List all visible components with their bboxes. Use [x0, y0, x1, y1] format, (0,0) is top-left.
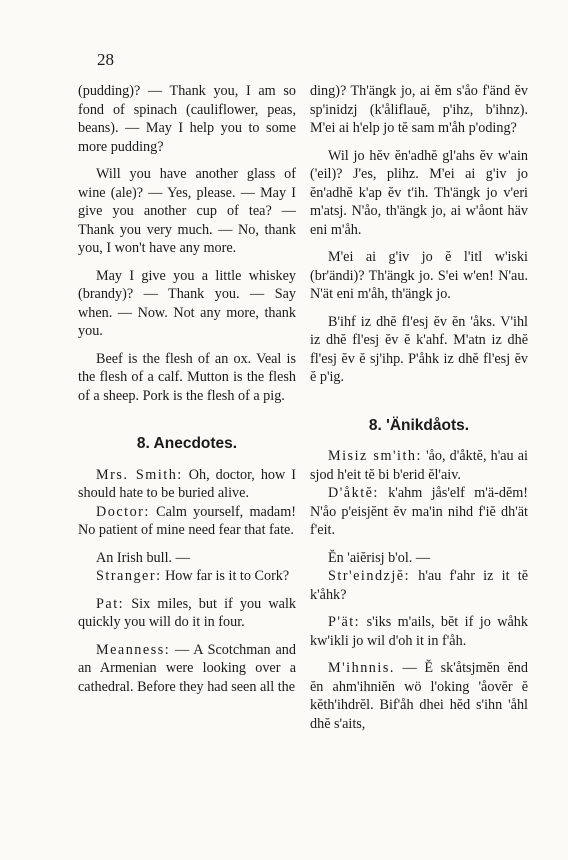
speaker-label: Pat:	[96, 595, 125, 612]
paragraph: Will you have another glass of wine (ale)? — Yes, please. — May I give you another cup of tea? — Thank you very much. — No, thank you, I won't have any more.	[78, 166, 296, 256]
anecdote-line	[310, 447, 528, 484]
paragraph: B'ihf iz dhĕ fl'esj ĕv ĕn 'åks. V'ihl iz dhĕ fl'esj ĕv ĕ k'ahf. M'atn iz dhĕ fl'esj ĕv ĕ sj'ihp. P'åhk iz dhĕ fl'esj ĕv ĕ p'ig.	[310, 313, 528, 385]
anecdote-line	[78, 466, 296, 503]
anecdote-text: How far is it to Cork?	[161, 568, 290, 584]
speaker-label: Doctor:	[96, 503, 150, 520]
anecdote-line	[310, 613, 528, 650]
speaker-label: P'ät:	[328, 614, 361, 630]
english-column	[78, 82, 296, 705]
anecdote-line	[310, 484, 528, 540]
anecdote-text: — A Scotchman and an Armenian were looking over a cathedral. Before they had seen all the	[78, 641, 296, 695]
pronunciation-column	[310, 82, 528, 742]
anecdote-line	[310, 567, 528, 604]
paragraph: (pudding)? — Thank you, I am so fond of spinach (cauliflower, peas, beans). — May I help you to some more pudding?	[78, 83, 296, 155]
anecdote-text: Ĕn 'aiĕrisj b'ol. —	[328, 549, 431, 566]
anecdote-line	[310, 549, 528, 568]
anecdote-text: Calm yourself, madam! No patient of mine need fear that fate.	[78, 503, 296, 538]
section-heading: 8. 'Änikdåots.	[368, 416, 470, 434]
speaker-label: M'ihnnis.	[328, 660, 395, 676]
anecdote-line	[78, 595, 296, 632]
anecdote-text: Six miles, but if you walk quickly you will do it in four.	[78, 595, 296, 630]
paragraph: Beef is the flesh of an ox. Veal is the flesh of a calf. Mutton is the flesh of a sheep. Pork is the flesh of a pig.	[78, 350, 296, 404]
speaker-label: Meanness:	[96, 641, 171, 658]
speaker-label: Mrs. Smith:	[96, 466, 183, 483]
anecdote-text: s'iks m'ails, bĕt if jo wåhk kw'ikli jo wil d'oh it in f'åh.	[310, 614, 528, 649]
page-number: 28	[97, 50, 114, 69]
paragraph: M'ei ai g'iv jo ĕ l'itl w'iski (br'ändi)? Th'ängk jo. S'ei w'en! N'au. N'ät eni m'åh, th'ängk jo.	[310, 249, 528, 302]
section-heading: 8. Anecdotes.	[136, 435, 238, 452]
speaker-label: Stranger:	[96, 568, 162, 584]
anecdote-line	[78, 641, 296, 697]
paragraph: ding)? Th'ängk jo, ai ĕm s'åo f'änd ĕv sp'inidzj (k'åliflauĕ, p'ihz, b'ihnz). M'ei ai h'elp jo tĕ sam m'åh p'oding?	[310, 83, 528, 136]
speaker-label: Str'eindzjĕ:	[328, 568, 411, 584]
anecdote-text: — Ĕ sk'åtsjmĕn ĕnd ĕn ahm'ihniĕn wö l'oking 'åovĕr ĕ kĕth'ihdrĕl. Bif'åh dhei hĕd s'ihn 'åhl dhĕ s'aits,	[310, 660, 528, 732]
paragraph: Wil jo hĕv ĕn'adhĕ gl'ahs ĕv w'ain ('eil)? J'es, plihz. M'ei ai g'iv jo ĕn'adhĕ k'ap ĕv t'ih. Th'ängk jo v'eri m'atsj. N'åo, th'ängk jo, ai w'åont häv eni m'åh.	[310, 147, 528, 238]
speaker-label: Misiz sm'ith:	[328, 448, 422, 464]
anecdote-text: k'ahm jås'elf m'ä-dĕm! N'åo p'eisjĕnt ĕv ma'in nihd f'iĕ dh'ät f'eit.	[310, 485, 528, 538]
anecdote-line	[78, 549, 296, 568]
speaker-label: D'åktĕ:	[328, 485, 379, 501]
anecdote-text: 'åo, d'åktĕ, h'au ai sjod h'eit tĕ bi b'erid ĕl'aiv.	[310, 448, 528, 483]
anecdote-line	[78, 503, 296, 540]
anecdote-line	[310, 659, 528, 733]
anecdote-text: h'au f'ahr iz it tĕ k'åhk?	[310, 568, 528, 603]
anecdote-text: An Irish bull. —	[96, 549, 190, 566]
paragraph: May I give you a little whiskey (brandy)? — Thank you. — Say when. — Now. Not any more, thank you.	[78, 267, 296, 339]
anecdote-text: Oh, doctor, how I should hate to be buried alive.	[78, 466, 296, 501]
anecdote-line	[78, 567, 296, 586]
